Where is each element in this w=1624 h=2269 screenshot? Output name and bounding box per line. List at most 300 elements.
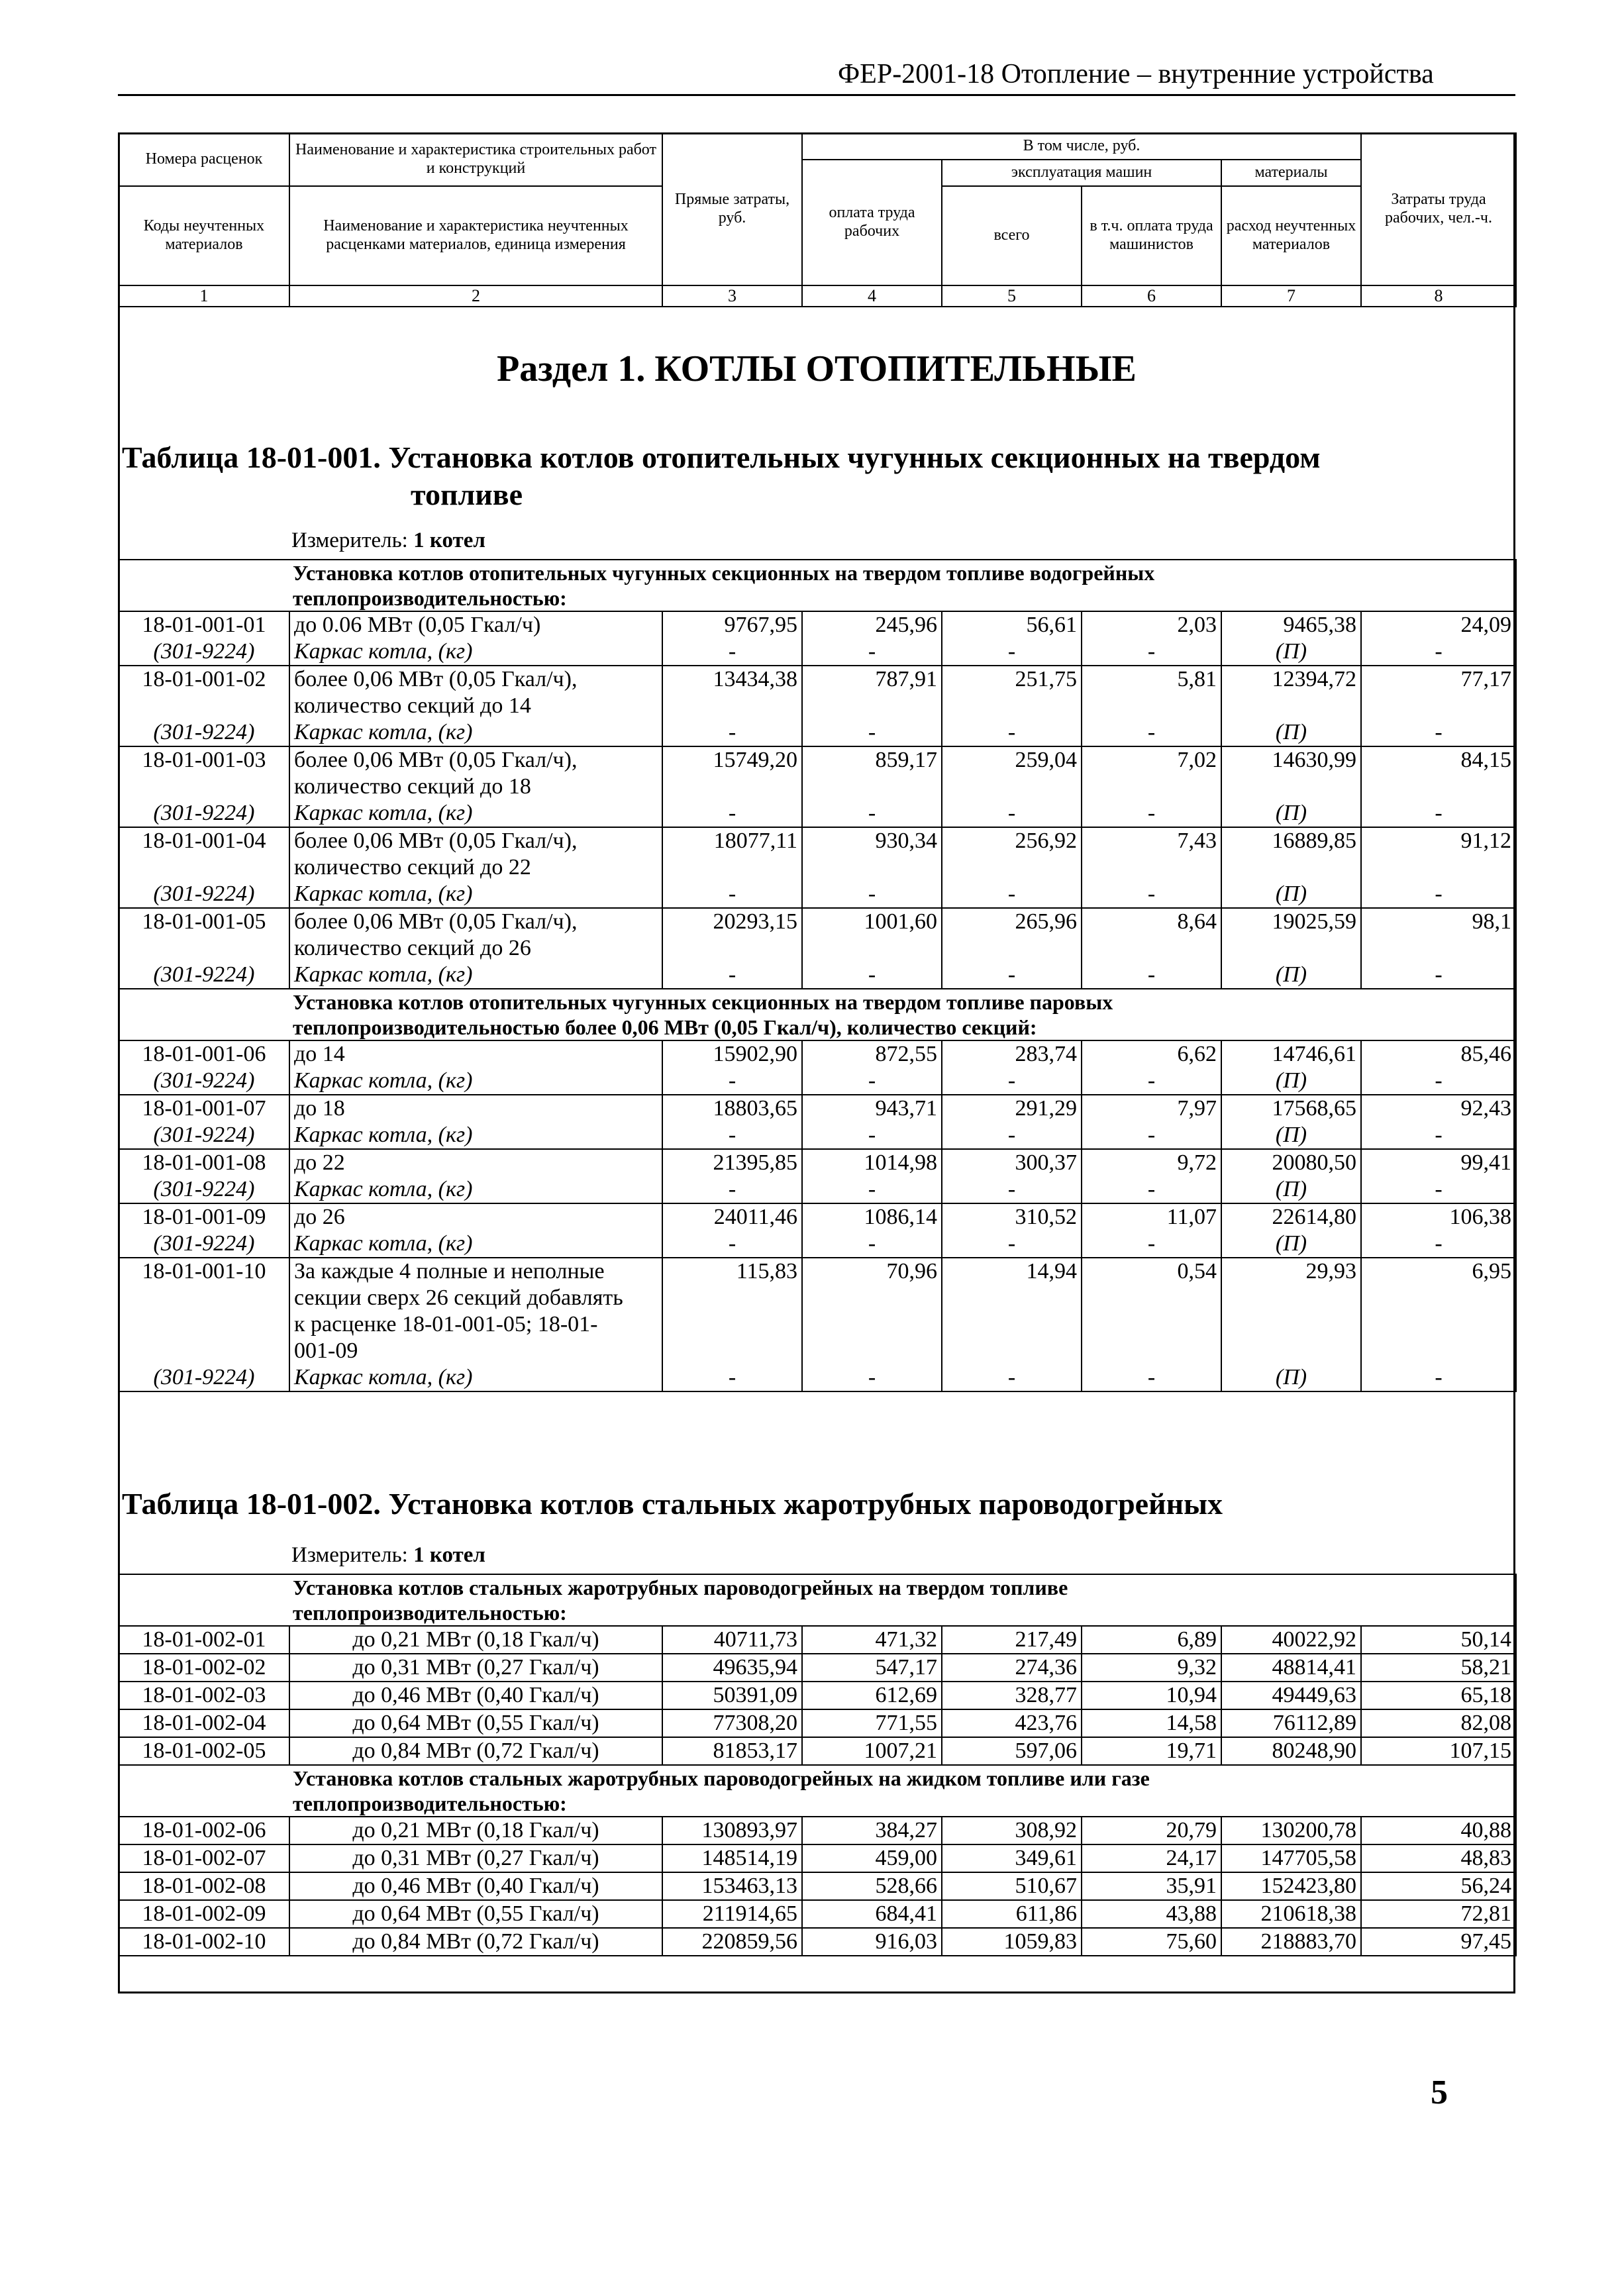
material-mark: (П) bbox=[1221, 962, 1361, 989]
table2-title: Таблица 18-01-002. Установка котлов стальных жаротрубных пароводогрейных bbox=[122, 1487, 1223, 1521]
value-c4: 1001,60 bbox=[802, 908, 942, 962]
material-mark: (П) bbox=[1221, 638, 1361, 666]
dash-cell: - bbox=[1361, 1176, 1516, 1203]
value-c4: 459,00 bbox=[802, 1844, 942, 1872]
value-c3: 211914,65 bbox=[662, 1900, 802, 1928]
header-machine-operation: эксплуатация машин bbox=[942, 160, 1221, 186]
header-unaccounted-names: Наименование и характеристика неучтенных расценками материалов, единица измерения bbox=[289, 186, 662, 285]
value-c6: 6,89 bbox=[1082, 1626, 1221, 1654]
rate-row bbox=[119, 746, 1516, 774]
table1-measure bbox=[291, 529, 485, 553]
dash-cell: - bbox=[942, 881, 1082, 908]
group-header-row bbox=[119, 1574, 1516, 1626]
value-c5: 274,36 bbox=[942, 1654, 1082, 1682]
section-title: Раздел 1. КОТЛЫ ОТОПИТЕЛЬНЫЕ bbox=[497, 348, 1137, 389]
value-c5: 14,94 bbox=[942, 1258, 1082, 1364]
dash-cell: - bbox=[1361, 881, 1516, 908]
value-c6: 5,81 bbox=[1082, 666, 1221, 719]
dash-cell: - bbox=[942, 719, 1082, 746]
measure-label: Измеритель: bbox=[291, 529, 414, 552]
dash-cell: - bbox=[802, 1231, 942, 1258]
value-c5: 259,04 bbox=[942, 746, 1082, 800]
value-c6: 7,02 bbox=[1082, 746, 1221, 800]
rate-code: 18-01-001-09 bbox=[119, 1203, 289, 1231]
rate-row bbox=[119, 1900, 1516, 1928]
header-materials: материалы bbox=[1221, 160, 1361, 186]
header-worker-pay: оплата труда рабочих bbox=[802, 160, 942, 285]
material-mark: (П) bbox=[1221, 1231, 1361, 1258]
value-c7: 80248,90 bbox=[1221, 1737, 1361, 1765]
value-c6: 24,17 bbox=[1082, 1844, 1221, 1872]
table1-body bbox=[118, 559, 1517, 1392]
value-c8: 48,83 bbox=[1361, 1844, 1516, 1872]
header-direct-costs: Прямые затраты, руб. bbox=[662, 133, 802, 285]
material-subrow bbox=[119, 719, 1516, 746]
dash-cell: - bbox=[802, 1364, 942, 1391]
dash-cell: - bbox=[1361, 1068, 1516, 1095]
dash-cell: - bbox=[1082, 1231, 1221, 1258]
rate-row bbox=[119, 1737, 1516, 1765]
value-c4: 1014,98 bbox=[802, 1149, 942, 1176]
material-code: (301-9224) bbox=[119, 800, 289, 827]
rate-description: более 0,06 МВт (0,05 Гкал/ч), bbox=[289, 908, 662, 935]
dash-cell: - bbox=[662, 800, 802, 827]
header-including: В том числе, руб. bbox=[802, 133, 1361, 160]
value-c6: 2,03 bbox=[1082, 611, 1221, 638]
material-mark: (П) bbox=[1221, 1068, 1361, 1095]
dash-cell: - bbox=[942, 638, 1082, 666]
rate-description: до 26 bbox=[289, 1203, 662, 1231]
value-c8: 91,12 bbox=[1361, 827, 1516, 881]
value-c6: 19,71 bbox=[1082, 1737, 1221, 1765]
value-c4: 930,34 bbox=[802, 827, 942, 881]
material-code: (301-9224) bbox=[119, 1176, 289, 1203]
dash-cell: - bbox=[1082, 719, 1221, 746]
value-c3: 81853,17 bbox=[662, 1737, 802, 1765]
material-code: (301-9224) bbox=[119, 638, 289, 666]
value-c3: 15902,90 bbox=[662, 1040, 802, 1068]
value-c6: 75,60 bbox=[1082, 1928, 1221, 1956]
measure-value: 1 котел bbox=[413, 529, 485, 552]
rate-description: до 0,64 МВт (0,55 Гкал/ч) bbox=[289, 1709, 662, 1737]
rate-code: 18-01-001-04 bbox=[119, 827, 289, 881]
rate-description: до 0,84 МВт (0,72 Гкал/ч) bbox=[289, 1928, 662, 1956]
dash-cell: - bbox=[1082, 1068, 1221, 1095]
dash-cell: - bbox=[942, 1122, 1082, 1149]
group-header bbox=[119, 1765, 1516, 1817]
rate-row bbox=[119, 1149, 1516, 1176]
value-c7: 152423,80 bbox=[1221, 1872, 1361, 1900]
material-name: Каркас котла, (кг) bbox=[289, 1176, 662, 1203]
dash-cell: - bbox=[1082, 1122, 1221, 1149]
material-subrow bbox=[119, 962, 1516, 989]
dash-cell: - bbox=[1361, 719, 1516, 746]
group-header-line: Установка котлов стальных жаротрубных пароводогрейных на жидком топливе или газе bbox=[293, 1766, 1150, 1790]
value-c8: 107,15 bbox=[1361, 1737, 1516, 1765]
value-c6: 8,64 bbox=[1082, 908, 1221, 962]
value-c7: 29,93 bbox=[1221, 1258, 1361, 1364]
value-c5: 310,52 bbox=[942, 1203, 1082, 1231]
group-header-line: теплопроизводительностью более 0,06 МВт (0,05 Гкал/ч), количество секций: bbox=[293, 1015, 1037, 1039]
value-c8: 99,41 bbox=[1361, 1149, 1516, 1176]
value-c8: 97,45 bbox=[1361, 1928, 1516, 1956]
value-c7: 218883,70 bbox=[1221, 1928, 1361, 1956]
value-c8: 65,18 bbox=[1361, 1682, 1516, 1709]
dash-cell: - bbox=[1361, 962, 1516, 989]
value-c8: 56,24 bbox=[1361, 1872, 1516, 1900]
value-c4: 1007,21 bbox=[802, 1737, 942, 1765]
value-c4: 70,96 bbox=[802, 1258, 942, 1364]
value-c3: 220859,56 bbox=[662, 1928, 802, 1956]
table2-body bbox=[118, 1574, 1517, 1956]
dash-cell: - bbox=[1082, 1176, 1221, 1203]
value-c3: 148514,19 bbox=[662, 1844, 802, 1872]
rate-code: 18-01-002-10 bbox=[119, 1928, 289, 1956]
material-mark: (П) bbox=[1221, 1122, 1361, 1149]
header-rule bbox=[118, 94, 1515, 96]
value-c3: 77308,20 bbox=[662, 1709, 802, 1737]
value-c3: 20293,15 bbox=[662, 908, 802, 962]
dash-cell: - bbox=[662, 1231, 802, 1258]
rate-description: более 0,06 МВт (0,05 Гкал/ч), bbox=[289, 746, 662, 774]
page-number: 5 bbox=[1431, 2074, 1448, 2111]
value-c5: 283,74 bbox=[942, 1040, 1082, 1068]
value-c7: 130200,78 bbox=[1221, 1817, 1361, 1844]
rate-row bbox=[119, 1040, 1516, 1068]
value-c3: 50391,09 bbox=[662, 1682, 802, 1709]
header-work-name: Наименование и характеристика строительных работ и конструкций bbox=[289, 133, 662, 186]
rate-row bbox=[119, 666, 1516, 693]
column-number: 4 bbox=[802, 285, 942, 307]
value-c4: 245,96 bbox=[802, 611, 942, 638]
rate-code: 18-01-001-05 bbox=[119, 908, 289, 962]
value-c5: 265,96 bbox=[942, 908, 1082, 962]
material-subrow bbox=[119, 1364, 1516, 1391]
dash-cell: - bbox=[662, 719, 802, 746]
rate-description: до 0,31 МВт (0,27 Гкал/ч) bbox=[289, 1654, 662, 1682]
group-header bbox=[119, 1574, 1516, 1626]
material-name: Каркас котла, (кг) bbox=[289, 1068, 662, 1095]
value-c7: 40022,92 bbox=[1221, 1626, 1361, 1654]
value-c5: 300,37 bbox=[942, 1149, 1082, 1176]
table1-title bbox=[122, 439, 1499, 513]
dash-cell: - bbox=[802, 881, 942, 908]
value-c8: 92,43 bbox=[1361, 1095, 1516, 1122]
value-c8: 82,08 bbox=[1361, 1709, 1516, 1737]
rate-row bbox=[119, 1203, 1516, 1231]
material-code: (301-9224) bbox=[119, 1231, 289, 1258]
column-number: 3 bbox=[662, 285, 802, 307]
rate-description: количество секций до 18 bbox=[289, 774, 662, 800]
value-c4: 384,27 bbox=[802, 1817, 942, 1844]
group-header bbox=[119, 989, 1516, 1040]
value-c3: 115,83 bbox=[662, 1258, 802, 1364]
rate-description: до 0,21 МВт (0,18 Гкал/ч) bbox=[289, 1626, 662, 1654]
value-c8: 77,17 bbox=[1361, 666, 1516, 719]
dash-cell: - bbox=[1082, 881, 1221, 908]
value-c5: 423,76 bbox=[942, 1709, 1082, 1737]
rate-description: до 0,84 МВт (0,72 Гкал/ч) bbox=[289, 1737, 662, 1765]
table2-measure bbox=[291, 1543, 485, 1568]
dash-cell: - bbox=[662, 881, 802, 908]
value-c7: 147705,58 bbox=[1221, 1844, 1361, 1872]
rate-description: количество секций до 26 bbox=[289, 935, 662, 962]
value-c6: 9,72 bbox=[1082, 1149, 1221, 1176]
rate-code: 18-01-001-02 bbox=[119, 666, 289, 719]
material-name: Каркас котла, (кг) bbox=[289, 962, 662, 989]
running-header: ФЕР-2001-18 Отопление – внутренние устройства bbox=[838, 59, 1434, 89]
value-c7: 14746,61 bbox=[1221, 1040, 1361, 1068]
group-header-line: теплопроизводительностью: bbox=[293, 1791, 567, 1815]
material-subrow bbox=[119, 1068, 1516, 1095]
rate-row bbox=[119, 1872, 1516, 1900]
value-c8: 98,1 bbox=[1361, 908, 1516, 962]
value-c4: 943,71 bbox=[802, 1095, 942, 1122]
dash-cell: - bbox=[662, 1176, 802, 1203]
value-c6: 10,94 bbox=[1082, 1682, 1221, 1709]
value-c8: 106,38 bbox=[1361, 1203, 1516, 1231]
value-c4: 1086,14 bbox=[802, 1203, 942, 1231]
value-c5: 256,92 bbox=[942, 827, 1082, 881]
header-machine-total: всего bbox=[942, 186, 1082, 285]
rate-description: до 22 bbox=[289, 1149, 662, 1176]
material-code: (301-9224) bbox=[119, 1122, 289, 1149]
value-c7: 49449,63 bbox=[1221, 1682, 1361, 1709]
group-header-line: теплопроизводительностью: bbox=[293, 1601, 567, 1625]
table1-title-line2: топливе bbox=[411, 478, 523, 512]
rate-description: до 0,31 МВт (0,27 Гкал/ч) bbox=[289, 1844, 662, 1872]
material-code: (301-9224) bbox=[119, 1068, 289, 1095]
rate-row bbox=[119, 1626, 1516, 1654]
material-name: Каркас котла, (кг) bbox=[289, 800, 662, 827]
rate-row bbox=[119, 611, 1516, 638]
material-name: Каркас котла, (кг) bbox=[289, 1231, 662, 1258]
rate-row bbox=[119, 908, 1516, 935]
value-c8: 58,21 bbox=[1361, 1654, 1516, 1682]
dash-cell: - bbox=[942, 1364, 1082, 1391]
rate-code: 18-01-002-06 bbox=[119, 1817, 289, 1844]
value-c6: 11,07 bbox=[1082, 1203, 1221, 1231]
value-c5: 308,92 bbox=[942, 1817, 1082, 1844]
header-unaccounted-consumption: расход неучтенных материалов bbox=[1221, 186, 1361, 285]
rate-code: 18-01-002-02 bbox=[119, 1654, 289, 1682]
group-header-line: теплопроизводительностью: bbox=[293, 586, 567, 610]
material-code: (301-9224) bbox=[119, 719, 289, 746]
value-c5: 510,67 bbox=[942, 1872, 1082, 1900]
value-c6: 0,54 bbox=[1082, 1258, 1221, 1364]
value-c5: 291,29 bbox=[942, 1095, 1082, 1122]
value-c6: 14,58 bbox=[1082, 1709, 1221, 1737]
rate-code: 18-01-002-01 bbox=[119, 1626, 289, 1654]
rate-description: секции сверх 26 секций добавлять bbox=[289, 1285, 662, 1311]
group-header-row bbox=[119, 560, 1516, 611]
value-c3: 130893,97 bbox=[662, 1817, 802, 1844]
dash-cell: - bbox=[802, 638, 942, 666]
rate-code: 18-01-002-09 bbox=[119, 1900, 289, 1928]
group-header-line: Установка котлов отопительных чугунных секционных на твердом топливе водогрейных bbox=[293, 561, 1155, 585]
material-subrow bbox=[119, 881, 1516, 908]
material-name: Каркас котла, (кг) bbox=[289, 719, 662, 746]
dash-cell: - bbox=[1361, 1231, 1516, 1258]
table1-title-line1: Таблица 18-01-001. Установка котлов отопительных чугунных секционных на твердом bbox=[122, 440, 1321, 474]
header-operator-pay: в т.ч. оплата труда машинистов bbox=[1082, 186, 1221, 285]
group-header bbox=[119, 560, 1516, 611]
dash-cell: - bbox=[942, 962, 1082, 989]
value-c5: 1059,83 bbox=[942, 1928, 1082, 1956]
value-c4: 528,66 bbox=[802, 1872, 942, 1900]
value-c4: 684,41 bbox=[802, 1900, 942, 1928]
dash-cell: - bbox=[802, 800, 942, 827]
rate-row bbox=[119, 1258, 1516, 1285]
rate-description: За каждые 4 полные и неполные bbox=[289, 1258, 662, 1285]
rate-description: до 0,46 МВт (0,40 Гкал/ч) bbox=[289, 1682, 662, 1709]
rate-description: до 14 bbox=[289, 1040, 662, 1068]
group-header-row bbox=[119, 989, 1516, 1040]
rate-row bbox=[119, 1709, 1516, 1737]
column-number: 1 bbox=[119, 285, 289, 307]
column-number: 6 bbox=[1082, 285, 1221, 307]
dash-cell: - bbox=[942, 1176, 1082, 1203]
material-subrow bbox=[119, 1122, 1516, 1149]
value-c4: 872,55 bbox=[802, 1040, 942, 1068]
dash-cell: - bbox=[1361, 800, 1516, 827]
value-c7: 17568,65 bbox=[1221, 1095, 1361, 1122]
header-rate-numbers: Номера расценок bbox=[119, 133, 289, 186]
value-c4: 771,55 bbox=[802, 1709, 942, 1737]
value-c3: 18077,11 bbox=[662, 827, 802, 881]
material-mark: (П) bbox=[1221, 800, 1361, 827]
material-code: (301-9224) bbox=[119, 881, 289, 908]
rate-code: 18-01-001-08 bbox=[119, 1149, 289, 1176]
dash-cell: - bbox=[662, 1364, 802, 1391]
value-c3: 49635,94 bbox=[662, 1654, 802, 1682]
material-name: Каркас котла, (кг) bbox=[289, 881, 662, 908]
value-c4: 859,17 bbox=[802, 746, 942, 800]
material-mark: (П) bbox=[1221, 1176, 1361, 1203]
rate-row bbox=[119, 1682, 1516, 1709]
rate-row bbox=[119, 1654, 1516, 1682]
dash-cell: - bbox=[1082, 962, 1221, 989]
rate-row bbox=[119, 1817, 1516, 1844]
rate-description: количество секций до 22 bbox=[289, 854, 662, 881]
material-name: Каркас котла, (кг) bbox=[289, 638, 662, 666]
rate-code: 18-01-002-03 bbox=[119, 1682, 289, 1709]
column-number: 7 bbox=[1221, 285, 1361, 307]
group-header-row bbox=[119, 1765, 1516, 1817]
value-c7: 19025,59 bbox=[1221, 908, 1361, 962]
rate-code: 18-01-002-05 bbox=[119, 1737, 289, 1765]
dash-cell: - bbox=[802, 1176, 942, 1203]
column-number: 2 bbox=[289, 285, 662, 307]
dash-cell: - bbox=[662, 962, 802, 989]
value-c4: 471,32 bbox=[802, 1626, 942, 1654]
value-c7: 14630,99 bbox=[1221, 746, 1361, 800]
value-c7: 76112,89 bbox=[1221, 1709, 1361, 1737]
value-c3: 15749,20 bbox=[662, 746, 802, 800]
group-header-line: Установка котлов стальных жаротрубных пароводогрейных на твердом топливе bbox=[293, 1576, 1068, 1599]
material-mark: (П) bbox=[1221, 881, 1361, 908]
value-c7: 9465,38 bbox=[1221, 611, 1361, 638]
dash-cell: - bbox=[802, 719, 942, 746]
value-c3: 9767,95 bbox=[662, 611, 802, 638]
value-c5: 328,77 bbox=[942, 1682, 1082, 1709]
value-c5: 349,61 bbox=[942, 1844, 1082, 1872]
rate-description: 001-09 bbox=[289, 1338, 662, 1364]
value-c5: 251,75 bbox=[942, 666, 1082, 719]
rate-row bbox=[119, 1928, 1516, 1956]
rate-code: 18-01-001-06 bbox=[119, 1040, 289, 1068]
value-c4: 916,03 bbox=[802, 1928, 942, 1956]
value-c7: 22614,80 bbox=[1221, 1203, 1361, 1231]
rate-description: более 0,06 МВт (0,05 Гкал/ч), bbox=[289, 666, 662, 693]
rate-description: более 0,06 МВт (0,05 Гкал/ч), bbox=[289, 827, 662, 854]
rate-code: 18-01-002-08 bbox=[119, 1872, 289, 1900]
material-subrow bbox=[119, 1176, 1516, 1203]
material-name: Каркас котла, (кг) bbox=[289, 1122, 662, 1149]
value-c4: 612,69 bbox=[802, 1682, 942, 1709]
value-c6: 43,88 bbox=[1082, 1900, 1221, 1928]
material-subrow bbox=[119, 1231, 1516, 1258]
dash-cell: - bbox=[1361, 1122, 1516, 1149]
value-c6: 7,97 bbox=[1082, 1095, 1221, 1122]
value-c3: 24011,46 bbox=[662, 1203, 802, 1231]
column-number: 8 bbox=[1361, 285, 1516, 307]
header-labor-costs: Затраты труда рабочих, чел.-ч. bbox=[1361, 133, 1516, 285]
group-header-line: Установка котлов отопительных чугунных секционных на твердом топливе паровых bbox=[293, 990, 1113, 1014]
dash-cell: - bbox=[1082, 638, 1221, 666]
rate-description: до 0,46 МВт (0,40 Гкал/ч) bbox=[289, 1872, 662, 1900]
dash-cell: - bbox=[942, 1068, 1082, 1095]
rate-description: до 0,21 МВт (0,18 Гкал/ч) bbox=[289, 1817, 662, 1844]
measure-label: Измеритель: bbox=[291, 1543, 414, 1567]
dash-cell: - bbox=[662, 1122, 802, 1149]
value-c4: 547,17 bbox=[802, 1654, 942, 1682]
dash-cell: - bbox=[662, 638, 802, 666]
dash-cell: - bbox=[1082, 800, 1221, 827]
material-subrow bbox=[119, 638, 1516, 666]
value-c8: 6,95 bbox=[1361, 1258, 1516, 1364]
material-mark: (П) bbox=[1221, 1364, 1361, 1391]
value-c6: 20,79 bbox=[1082, 1817, 1221, 1844]
material-name: Каркас котла, (кг) bbox=[289, 1364, 662, 1391]
dash-cell: - bbox=[1082, 1364, 1221, 1391]
material-code: (301-9224) bbox=[119, 962, 289, 989]
dash-cell: - bbox=[802, 962, 942, 989]
header-unaccounted-codes: Коды неучтенных материалов bbox=[119, 186, 289, 285]
rate-description: до 0,64 МВт (0,55 Гкал/ч) bbox=[289, 1900, 662, 1928]
rate-row bbox=[119, 827, 1516, 854]
rate-row bbox=[119, 1844, 1516, 1872]
material-code: (301-9224) bbox=[119, 1364, 289, 1391]
rate-code: 18-01-002-07 bbox=[119, 1844, 289, 1872]
value-c8: 40,88 bbox=[1361, 1817, 1516, 1844]
value-c8: 24,09 bbox=[1361, 611, 1516, 638]
dash-cell: - bbox=[662, 1068, 802, 1095]
column-header-table bbox=[118, 132, 1517, 307]
value-c6: 7,43 bbox=[1082, 827, 1221, 881]
value-c6: 9,32 bbox=[1082, 1654, 1221, 1682]
material-subrow bbox=[119, 800, 1516, 827]
dash-cell: - bbox=[942, 1231, 1082, 1258]
value-c6: 6,62 bbox=[1082, 1040, 1221, 1068]
dash-cell: - bbox=[802, 1122, 942, 1149]
value-c3: 21395,85 bbox=[662, 1149, 802, 1176]
dash-cell: - bbox=[802, 1068, 942, 1095]
value-c3: 40711,73 bbox=[662, 1626, 802, 1654]
value-c5: 56,61 bbox=[942, 611, 1082, 638]
rate-description: к расценке 18-01-001-05; 18-01- bbox=[289, 1311, 662, 1338]
value-c3: 153463,13 bbox=[662, 1872, 802, 1900]
